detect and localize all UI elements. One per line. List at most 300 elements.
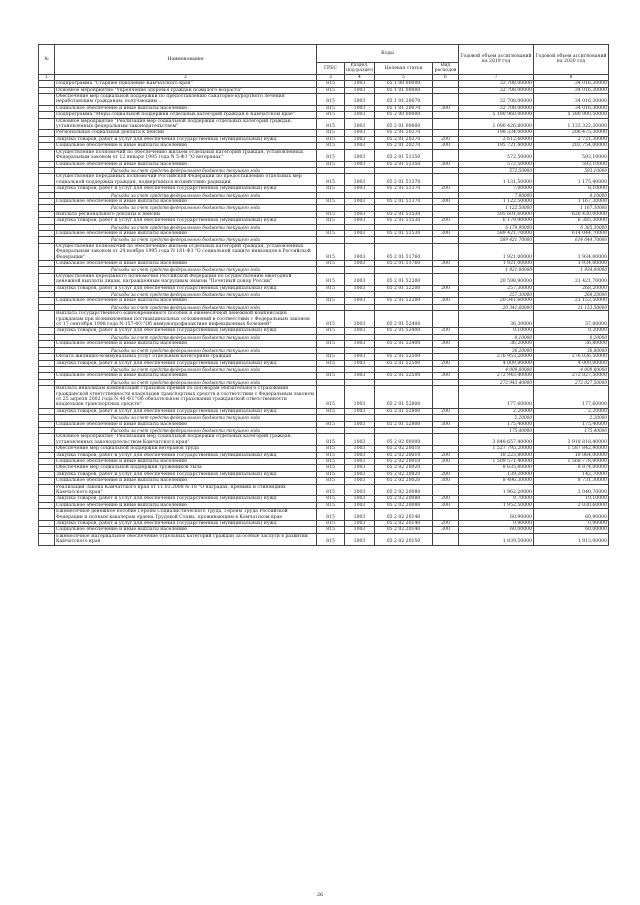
cell-sum-2019: 175,40000 xyxy=(459,427,534,433)
cell-sum-2019: 9,70000 xyxy=(459,496,534,502)
cell-name: Выплата государственного единовременного пособия и ежемесячной денежной компенсации гражданам при возникновении поствакцинальных осложнений в соответствии с Федеральным законом от 17 сентября 1998 года N 157-ФЗ "Об иммунопрофилактике инфекционных болезней" xyxy=(55,311,317,328)
cell-num xyxy=(39,273,55,285)
cell-grbs: 815 xyxy=(317,341,345,347)
cell-csr: 05 2 02 20140 xyxy=(375,527,433,533)
col-number: 5 xyxy=(375,74,433,80)
cell-vr: 200 xyxy=(433,285,459,291)
cell-name: Социальное обеспечение и иные выплаты населению xyxy=(55,161,317,167)
cell-vr: 300 xyxy=(433,143,459,149)
cell-name: Осуществление полномочий по обеспечению жильем отдельных категорий граждан, установленных Федеральным законом от 24 ноября 1995 года N 181-ФЗ "О социальной защите инвалидов в Российской Федерации" xyxy=(55,243,317,260)
cell-rzpr: 1003 xyxy=(345,471,375,477)
cell-name: Социальное обеспечение и иные выплаты населению xyxy=(55,230,317,236)
cell-sum-2019: 589 421,70000 xyxy=(459,230,534,236)
cell-vr: 200 xyxy=(433,496,459,502)
cell-vr xyxy=(433,273,459,285)
cell-csr: 05 2 00 00000 xyxy=(375,112,433,118)
cell-rzpr: 1003 xyxy=(345,408,375,414)
cell-rzpr: 1003 xyxy=(345,130,375,136)
table-row xyxy=(39,484,609,496)
cell-rzpr: 1003 xyxy=(345,386,375,409)
table-row xyxy=(39,533,609,545)
cell-sum-2019: 4 009,80000 xyxy=(459,360,534,366)
cell-grbs: 815 xyxy=(317,298,345,304)
cell-grbs: 815 xyxy=(317,446,345,452)
cell-name: Расходы за счет средств федерального бюджета текущего года xyxy=(55,427,317,433)
cell-vr: 300 xyxy=(433,502,459,508)
cell-name: Основное мероприятие "Реализация мер социальной поддержки отдельных категорий граждан, установленных федеральным законодательством" xyxy=(55,118,317,130)
cell-sum-2020: 177,60000 xyxy=(534,386,609,409)
cell-csr: 05 2 01 51760 xyxy=(375,243,433,260)
cell-csr: 05 2 02 20080 xyxy=(375,484,433,496)
cell-name: Закупка товаров, работ и услуг для обеспечения государственных (муниципальных) нужд xyxy=(55,285,317,291)
cell-grbs: 815 xyxy=(317,161,345,167)
header-vr: Вид расходов xyxy=(433,63,459,75)
col-number: 7 xyxy=(459,74,534,80)
col-number: 8 xyxy=(534,74,609,80)
cell-name: Расходы за счет средств федерального бюджета текущего года xyxy=(55,224,317,230)
cell-grbs: 815 xyxy=(317,112,345,118)
cell-sum-2019: 0,10000 xyxy=(459,334,534,340)
cell-csr: 05 2 02 20150 xyxy=(375,533,433,545)
cell-vr xyxy=(433,149,459,161)
cell-grbs: 815 xyxy=(317,136,345,142)
budget-table-page xyxy=(38,44,608,546)
cell-grbs: 815 xyxy=(317,230,345,236)
cell-sum-2019: 257,30000 xyxy=(459,285,534,291)
cell-grbs: 815 xyxy=(317,143,345,149)
cell-rzpr: 1003 xyxy=(345,459,375,465)
cell-sum-2019: 572,50000 xyxy=(459,149,534,161)
cell-rzpr: 1003 xyxy=(345,161,375,167)
cell-rzpr: 1003 xyxy=(345,373,375,379)
cell-sum-2020: 2,20000 xyxy=(534,408,609,414)
cell-csr: 05 2 01 20270 xyxy=(375,136,433,142)
cell-vr xyxy=(433,533,459,545)
cell-sum-2019: 32 708,00000 xyxy=(459,87,534,93)
cell-name: Социальное обеспечение и иные выплаты населению xyxy=(55,421,317,427)
cell-name: Основное мероприятие "Реализация мер социальной поддержки отдельных категорий граждан, установленных законодательством Камчатского края" xyxy=(55,434,317,446)
cell-sum-2020: 8,10000 xyxy=(534,192,609,198)
cell-vr xyxy=(433,311,459,328)
cell-name: Расходы за счет средств федерального бюджета текущего года xyxy=(55,304,317,310)
cell-grbs: 815 xyxy=(317,273,345,285)
cell-sum-2019: 2 612,60000 xyxy=(459,136,534,142)
cell-sum-2020: 8 731,30000 xyxy=(534,478,609,484)
cell-name: Закупка товаров, работ и услуг для обеспечения государственных (муниципальных) нужд xyxy=(55,471,317,477)
cell-name: Закупка товаров, работ и услуг для обеспечения государственных (муниципальных) нужд xyxy=(55,186,317,192)
cell-sum-2019: 589 421,70000 xyxy=(459,237,534,243)
table-row xyxy=(39,509,609,521)
cell-rzpr: 1003 xyxy=(345,94,375,106)
cell-csr: 05 2 02 00000 xyxy=(375,434,433,446)
cell-num xyxy=(39,94,55,106)
cell-vr: 200 xyxy=(433,360,459,366)
cell-sum-2020: 60,00000 xyxy=(534,527,609,533)
cell-vr: 300 xyxy=(433,198,459,204)
cell-rzpr: 1003 xyxy=(345,243,375,260)
cell-name: Выплата регионального доплаты к пенсии xyxy=(55,211,317,217)
cell-num xyxy=(39,434,55,446)
cell-sum-2020: 1 934,00000 xyxy=(534,261,609,267)
cell-sum-2020: 0,20000 xyxy=(534,328,609,334)
cell-sum-2019: 20 341,60000 xyxy=(459,304,534,310)
cell-sum-2020: 175,40000 xyxy=(534,427,609,433)
cell-rzpr: 1003 xyxy=(345,496,375,502)
cell-sum-2019: 1 122,50000 xyxy=(459,205,534,211)
cell-name: Социальное обеспечение и иные выплаты населению xyxy=(55,105,317,111)
cell-rzpr: 1003 xyxy=(345,186,375,192)
cell-rzpr: 1003 xyxy=(345,87,375,93)
cell-grbs: 815 xyxy=(317,354,345,360)
cell-name: Социальное обеспечение и иные выплаты населению xyxy=(55,261,317,267)
col-number: 4 xyxy=(345,74,375,80)
cell-name: Осуществление переданного полномочия Российской Федерации по осуществлению ежегодной денежной выплаты лицам, награжденным нагрудным знаком "Почетный донор России" xyxy=(55,273,317,285)
cell-sum-2020: 593,10000 xyxy=(534,167,609,173)
cell-grbs: 815 xyxy=(317,243,345,260)
cell-grbs: 815 xyxy=(317,174,345,186)
cell-name: Социальное обеспечение и иные выплаты населению xyxy=(55,459,317,465)
cell-rzpr: 1003 xyxy=(345,478,375,484)
cell-csr: 05 2 01 20270 xyxy=(375,130,433,136)
cell-sum-2019: 1 122,50000 xyxy=(459,198,534,204)
cell-sum-2020: 268,20000 xyxy=(534,285,609,291)
cell-name: Расходы за счет средств федерального бюджета текущего года xyxy=(55,267,317,273)
cell-grbs: 815 xyxy=(317,496,345,502)
cell-sum-2020: 21 421,70000 xyxy=(534,273,609,285)
cell-name: Ежемесячное денежное пособие Героям Социалистического Труда, Героям Труда Российской Федерации и полным кавалерам ордена Трудовой Славы, проживающим в Камчатском крае xyxy=(55,509,317,521)
cell-sum-2019: 1 527 795,20000 xyxy=(459,446,534,452)
cell-csr: 05 2 02 20080 xyxy=(375,496,433,502)
cell-grbs: 815 xyxy=(317,360,345,366)
cell-sum-2020: 1 167,30000 xyxy=(534,198,609,204)
cell-csr: 05 1 01 20070 xyxy=(375,105,433,111)
cell-grbs: 815 xyxy=(317,502,345,508)
page-number: 26 xyxy=(316,892,324,898)
cell-sum-2020: 1 587 842,90000 xyxy=(534,446,609,452)
cell-name: Социальное обеспечение и иные выплаты населению xyxy=(55,341,317,347)
cell-sum-2020: 1 133 322,30000 xyxy=(534,118,609,130)
cell-csr: 05 2 01 52500 xyxy=(375,360,433,366)
cell-csr: 05 2 01 00000 xyxy=(375,118,433,130)
cell-csr: 05 1 01 20070 xyxy=(375,94,433,106)
cell-vr xyxy=(433,174,459,186)
cell-csr: 05 2 01 51350 xyxy=(375,149,433,161)
cell-grbs: 815 xyxy=(317,434,345,446)
cell-name: Оплата жилищно-коммунальных услуг отдельным категориям граждан xyxy=(55,354,317,360)
cell-csr: 05 2 01 51370 xyxy=(375,186,433,192)
cell-grbs: 815 xyxy=(317,421,345,427)
cell-name: Социальное обеспечение и иные выплаты населению xyxy=(55,298,317,304)
cell-sum-2019: 1 839,50000 xyxy=(459,533,534,545)
cell-name: Расходы за счет средств федерального бюджета текущего года xyxy=(55,205,317,211)
cell-csr: 05 2 01 51760 xyxy=(375,261,433,267)
cell-sum-2020: 1 568 778,90000 xyxy=(534,459,609,465)
cell-name: Социальное обеспечение и иные выплаты населению xyxy=(55,198,317,204)
header-name: Наименование xyxy=(55,45,317,75)
table-row xyxy=(39,118,609,130)
cell-rzpr: 1003 xyxy=(345,211,375,217)
cell-sum-2019: 175,40000 xyxy=(459,421,534,427)
cell-csr: 05 2 01 51530 xyxy=(375,230,433,236)
cell-vr: 300 xyxy=(433,459,459,465)
cell-grbs: 815 xyxy=(317,186,345,192)
cell-name: Социальное обеспечение и иные выплаты населению xyxy=(55,527,317,533)
cell-sum-2020: 203 754,00000 xyxy=(534,143,609,149)
cell-name: Ежемесячное материальное обеспечение отдельных категорий граждан за особые заслуги в развитии Камчатского края xyxy=(55,533,317,545)
cell-sum-2020: 36,80000 xyxy=(534,341,609,347)
cell-sum-2019: 18 223,80000 xyxy=(459,452,534,458)
cell-rzpr: 1003 xyxy=(345,118,375,130)
cell-sum-2020: 2 721,30000 xyxy=(534,136,609,142)
cell-csr: 05 2 01 52800 xyxy=(375,408,433,414)
cell-sum-2019: 1 921,00000 xyxy=(459,243,534,260)
cell-sum-2020: 36,80000 xyxy=(534,347,609,353)
budget-table xyxy=(38,44,609,546)
cell-sum-2020: 8,10000 xyxy=(534,186,609,192)
cell-csr: 05 2 01 52400 xyxy=(375,328,433,334)
header-rzpr: Раздел, под-раздел xyxy=(346,63,373,74)
cell-sum-2020: 21 153,50000 xyxy=(534,298,609,304)
cell-sum-2020: 2,20000 xyxy=(534,415,609,421)
cell-vr xyxy=(433,434,459,446)
cell-grbs: 815 xyxy=(317,130,345,136)
cell-csr: 05 2 02 20140 xyxy=(375,521,433,527)
cell-sum-2020: 268,20000 xyxy=(534,292,609,298)
cell-sum-2019: 20 341,60000 xyxy=(459,298,534,304)
cell-grbs: 815 xyxy=(317,533,345,545)
cell-csr: 05 2 02 20140 xyxy=(375,509,433,521)
cell-csr: 05 1 01 00000 xyxy=(375,87,433,93)
cell-name: Выплата инвалидам компенсаций страховых премий по договорам обязательного страхования гражданской ответственности владельцев транспортных средств в соответствии с Федеральным законом от 25 апреля 2002 года N 40-ФЗ "Об обязательном страховании гражданской ответственности владельцев транспортных средств" xyxy=(55,386,317,409)
cell-num xyxy=(39,118,55,130)
cell-sum-2019: 272 943,40000 xyxy=(459,373,534,379)
cell-csr: 05 2 01 51530 xyxy=(375,211,433,217)
cell-sum-2019: 257,30000 xyxy=(459,292,534,298)
cell-vr xyxy=(433,243,459,260)
cell-sum-2019: 595 601,60000 xyxy=(459,211,534,217)
cell-name: Расходы за счет средств федерального бюджета текущего года xyxy=(55,334,317,340)
cell-vr xyxy=(433,94,459,106)
cell-grbs: 815 xyxy=(317,509,345,521)
cell-vr xyxy=(433,118,459,130)
col-number: 6 xyxy=(433,74,459,80)
cell-sum-2019: 1 509 571,40000 xyxy=(459,459,534,465)
cell-csr: 05 1 00 00000 xyxy=(375,81,433,87)
cell-grbs: 815 xyxy=(317,484,345,496)
header-csr: Целевая статья xyxy=(375,63,433,75)
cell-vr: 300 xyxy=(433,478,459,484)
cell-grbs: 815 xyxy=(317,465,345,471)
cell-grbs: 815 xyxy=(317,81,345,87)
cell-sum-2019: 0,90000 xyxy=(459,521,534,527)
cell-sum-2020: 4 009,00000 xyxy=(534,360,609,366)
cell-csr: 05 2 02 20020 xyxy=(375,465,433,471)
cell-csr: 05 2 01 52200 xyxy=(375,285,433,291)
cell-vr: 300 xyxy=(433,105,459,111)
cell-name: Осуществление полномочий по обеспечению жильем отдельных категорий граждан, установленных Федеральным законом от 12 января 1995 года N 5-ФЗ "О ветеранах" xyxy=(55,149,317,161)
cell-name: Обеспечение мер социальной поддержки ветеранов труда xyxy=(55,446,317,452)
cell-sum-2019: 32 708,00000 xyxy=(459,105,534,111)
cell-sum-2020: 1 934,00000 xyxy=(534,243,609,260)
cell-vr: 200 xyxy=(433,521,459,527)
cell-sum-2020: 620 430,00000 xyxy=(534,211,609,217)
cell-rzpr: 1003 xyxy=(345,273,375,285)
cell-sum-2019: 1 921,00000 xyxy=(459,267,534,273)
cell-grbs: 815 xyxy=(317,118,345,130)
table-row xyxy=(39,311,609,328)
cell-grbs: 815 xyxy=(317,285,345,291)
cell-sum-2020: 2 030,60000 xyxy=(534,502,609,508)
cell-sum-2020: 593,10000 xyxy=(534,161,609,167)
cell-vr: 300 xyxy=(433,261,459,267)
cell-sum-2020: 614 044,70000 xyxy=(534,230,609,236)
table-row xyxy=(39,386,609,409)
cell-sum-2019: 2,20000 xyxy=(459,415,534,421)
cell-sum-2019: 1 921,00000 xyxy=(459,261,534,267)
cell-vr: 200 xyxy=(433,328,459,334)
cell-sum-2019: 6 179,90000 xyxy=(459,218,534,224)
cell-sum-2019: 5 180 960,00000 xyxy=(459,112,534,118)
cell-vr: 200 xyxy=(433,218,459,224)
cell-rzpr: 1003 xyxy=(345,149,375,161)
cell-num xyxy=(39,386,55,409)
cell-num xyxy=(39,311,55,328)
cell-sum-2019: 36,20000 xyxy=(459,341,534,347)
cell-grbs: 815 xyxy=(317,527,345,533)
cell-vr: 200 xyxy=(433,136,459,142)
cell-csr: 05 2 01 52200 xyxy=(375,298,433,304)
cell-rzpr: 1003 xyxy=(345,311,375,328)
cell-sum-2020: 272 027,50000 xyxy=(534,379,609,385)
cell-sum-2020: 276 036,50000 xyxy=(534,354,609,360)
cell-csr: 05 2 01 52200 xyxy=(375,273,433,285)
cell-name: Закупка товаров, работ и услуг для обеспечения государственных (муниципальных) нужд xyxy=(55,136,317,142)
cell-sum-2019: 572,50000 xyxy=(459,161,534,167)
cell-sum-2019: 0,10000 xyxy=(459,328,534,334)
cell-csr: 05 2 01 52800 xyxy=(375,386,433,409)
cell-name: Расходы за счет средств федерального бюджета текущего года xyxy=(55,237,317,243)
cell-name: Реализация Закона Камчатского края от 11.03.2008 № 18 "О наградах, премиях и стипендиях Камчатского края" xyxy=(55,484,317,496)
header-codes: Коды xyxy=(317,45,459,63)
cell-rzpr: 1003 xyxy=(345,446,375,452)
cell-name: Расходы за счет средств федерального бюджета текущего года xyxy=(55,379,317,385)
cell-grbs: 815 xyxy=(317,521,345,527)
cell-sum-2020: 0,20000 xyxy=(534,334,609,340)
cell-rzpr: 1003 xyxy=(345,230,375,236)
cell-rzpr: 1003 xyxy=(345,174,375,186)
cell-csr: 05 2 02 20010 xyxy=(375,452,433,458)
cell-vr: 300 xyxy=(433,421,459,427)
table-row xyxy=(39,273,609,285)
cell-csr: 05 2 01 20270 xyxy=(375,143,433,149)
cell-sum-2019: 272 943,40000 xyxy=(459,379,534,385)
cell-name: Закупка товаров, работ и услуг для обеспечения государственных (муниципальных) нужд xyxy=(55,521,317,527)
cell-sum-2019: 36,30000 xyxy=(459,311,534,328)
cell-sum-2020: 34 016,30000 xyxy=(534,94,609,106)
cell-rzpr: 1003 xyxy=(345,341,375,347)
cell-rzpr: 1003 xyxy=(345,285,375,291)
cell-rzpr: 1003 xyxy=(345,105,375,111)
cell-sum-2020: 34 016,30000 xyxy=(534,81,609,87)
cell-sum-2019: 4 009,80000 xyxy=(459,366,534,372)
cell-name: Закупка товаров, работ и услуг для обеспечения государственных (муниципальных) нужд xyxy=(55,328,317,334)
cell-rzpr: 1003 xyxy=(345,354,375,360)
cell-grbs: 815 xyxy=(317,373,345,379)
cell-name: Расходы за счет средств федерального бюджета текущего года xyxy=(55,415,317,421)
cell-sum-2019: 32 708,00000 xyxy=(459,94,534,106)
cell-name: Расходы за счет средств федерального бюджета текущего года xyxy=(55,167,317,173)
cell-rzpr: 1003 xyxy=(345,136,375,142)
cell-csr: 05 2 01 51370 xyxy=(375,174,433,186)
cell-csr: 05 2 02 20020 xyxy=(375,478,433,484)
cell-sum-2020: 5 380 900,50000 xyxy=(534,112,609,118)
cell-sum-2020: 8 874,00000 xyxy=(534,465,609,471)
cell-sum-2019: 3 848 657,40000 xyxy=(459,434,534,446)
table-row xyxy=(39,149,609,161)
cell-sum-2019: 7,00000 xyxy=(459,186,534,192)
cell-grbs: 815 xyxy=(317,311,345,328)
cell-sum-2019: 1 090 426,80000 xyxy=(459,118,534,130)
cell-vr: 300 xyxy=(433,373,459,379)
cell-sum-2020: 10,10000 xyxy=(534,496,609,502)
cell-name: Социальное обеспечение и иные выплаты населению xyxy=(55,143,317,149)
cell-vr: 300 xyxy=(433,527,459,533)
cell-grbs: 815 xyxy=(317,218,345,224)
cell-sum-2020: 19 064,00000 xyxy=(534,452,609,458)
cell-rzpr: 1003 xyxy=(345,527,375,533)
cell-name: Региональная социальная доплата к пенсии xyxy=(55,130,317,136)
cell-vr xyxy=(433,386,459,409)
cell-num xyxy=(39,174,55,186)
cell-rzpr: 1003 xyxy=(345,218,375,224)
cell-grbs: 815 xyxy=(317,386,345,409)
cell-vr: 300 xyxy=(433,341,459,347)
cell-sum-2020: 0,90000 xyxy=(534,521,609,527)
cell-sum-2020: 34 016,30000 xyxy=(534,105,609,111)
cell-name: Социальное обеспечение и иные выплаты населению xyxy=(55,502,317,508)
cell-csr: 05 2 01 52400 xyxy=(375,311,433,328)
cell-sum-2020: 6 385,30000 xyxy=(534,224,609,230)
cell-rzpr: 1003 xyxy=(345,81,375,87)
cell-rzpr: 1003 xyxy=(345,509,375,521)
cell-csr: 05 2 01 52500 xyxy=(375,354,433,360)
cell-name: Осуществление переданных полномочий Российской Федерации по предоставлению отдельных мер социальной поддержки граждан, подвергшихся воздействию радиации xyxy=(55,174,317,186)
cell-sum-2019: 32 708,00000 xyxy=(459,81,534,87)
cell-name: Основное мероприятие "Укрепление здоровья граждан пожилого возраста" xyxy=(55,87,317,93)
header-num: № xyxy=(39,45,55,75)
cell-rzpr: 1003 xyxy=(345,484,375,496)
cell-sum-2019: 60,90000 xyxy=(459,509,534,521)
cell-sum-2020: 1 175,40000 xyxy=(534,174,609,186)
cell-grbs: 815 xyxy=(317,459,345,465)
cell-sum-2019: 8 496,30000 xyxy=(459,478,534,484)
cell-rzpr: 1003 xyxy=(345,421,375,427)
cell-sum-2019: 1 952,50000 xyxy=(459,502,534,508)
cell-csr: 05 2 02 20080 xyxy=(375,502,433,508)
header-sum-2019: Годовой объем ассигнований на 2019 год xyxy=(459,45,534,75)
cell-name: Расходы за счет средств федерального бюджета текущего года xyxy=(55,192,317,198)
cell-name: Обеспечение мер социальной поддержки по предоставлению санаторно-курортного лечения неработающим гражданам, получающим ... xyxy=(55,94,317,106)
cell-sum-2020: 2 040,70000 xyxy=(534,484,609,496)
cell-sum-2019: 177,60000 xyxy=(459,386,534,409)
col-number: 3 xyxy=(317,74,345,80)
cell-sum-2019: 198 334,00000 xyxy=(459,130,534,136)
cell-sum-2020: 1 934,00000 xyxy=(534,267,609,273)
cell-grbs: 815 xyxy=(317,198,345,204)
cell-grbs: 815 xyxy=(317,408,345,414)
cell-grbs: 815 xyxy=(317,478,345,484)
cell-name: Закупка товаров, работ и услуг для обеспечения государственных (муниципальных) нужд xyxy=(55,360,317,366)
